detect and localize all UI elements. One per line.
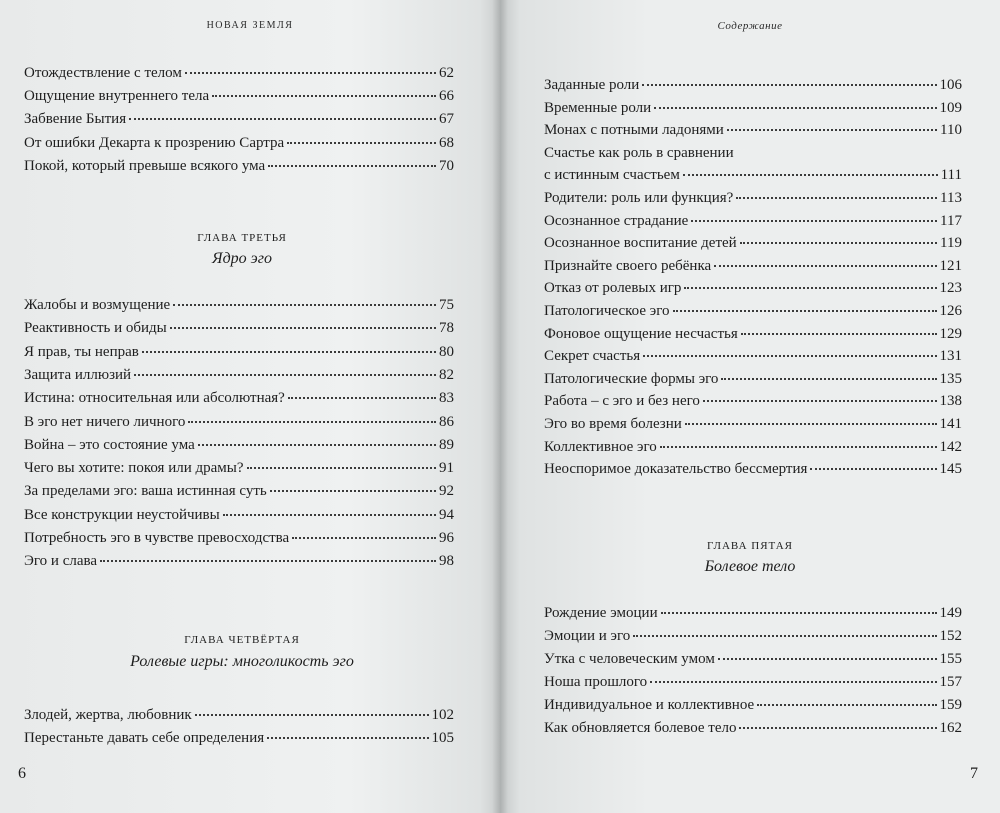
toc-entry: [544, 325, 962, 344]
toc-entry: [544, 234, 962, 253]
toc-entry-title: Как обновляется болевое тело: [544, 720, 737, 736]
dot-leader: [654, 107, 936, 109]
toc-entry: [544, 719, 962, 738]
dot-leader: [142, 351, 436, 353]
toc-entry-title: Фоновое ощущение несчастья: [544, 325, 738, 342]
toc-entry-page: 98: [439, 553, 454, 570]
toc-entry-title: Счастье как роль в сравнении: [544, 144, 734, 161]
toc-entry: [544, 76, 962, 95]
toc-entry-page: 96: [439, 530, 454, 546]
toc-entry: [544, 650, 962, 669]
running-head-left: НОВАЯ ЗЕМЛЯ: [206, 20, 294, 31]
folio-right: 7: [970, 765, 978, 782]
dot-leader: [810, 468, 936, 470]
chapter-label-4: ГЛАВА ЧЕТВЁРТАЯ: [184, 634, 300, 646]
toc-entry: [24, 296, 454, 315]
toc-entry-title: Осознанное воспитание детей: [544, 235, 737, 252]
toc-entry-title: В эго нет ничего личного: [24, 413, 186, 430]
dot-leader: [721, 378, 936, 380]
dot-leader: [267, 737, 428, 739]
dot-leader: [223, 514, 436, 516]
toc-entry: [544, 257, 962, 276]
toc-entry: [544, 99, 962, 118]
dot-leader: [757, 704, 936, 706]
toc-entry-title: Ноша прошлого: [544, 674, 648, 690]
toc-entry-title: Жалобы и возмущение: [24, 297, 171, 313]
book-gutter: [492, 0, 508, 813]
toc-entry-page: 123: [939, 280, 962, 297]
toc-entry-title: Реактивность и обиды: [24, 320, 167, 337]
toc-entry-title: Отождествление с телом: [24, 65, 182, 81]
dot-leader: [684, 287, 936, 289]
dot-leader: [673, 310, 937, 312]
toc-entry-page: 110: [940, 122, 962, 139]
toc-entry-title: Патологическое эго: [544, 303, 670, 319]
dot-leader: [642, 84, 936, 86]
toc-entry-page: 135: [939, 370, 962, 387]
toc-entry-page: 66: [439, 88, 454, 105]
toc-entry-page: 91: [439, 460, 454, 477]
dot-leader: [287, 142, 436, 144]
toc-entry-page: 121: [939, 257, 962, 274]
toc-entry: [544, 166, 962, 185]
chapter-title-4: Ролевые игры: многоликость эго: [130, 653, 354, 670]
toc-entry-title: Признайте своего ребёнка: [544, 257, 712, 274]
toc-entry-page: 149: [939, 605, 962, 621]
toc-entry: [544, 370, 962, 389]
toc-entry-title: Я прав, ты неправ: [24, 343, 139, 360]
toc-entry: [24, 87, 454, 106]
toc-entry-page: 70: [439, 157, 454, 174]
toc-entry: [24, 319, 454, 338]
toc-entry-page: 75: [439, 297, 454, 313]
toc-entry-page: 105: [431, 730, 454, 746]
dot-leader: [129, 118, 436, 120]
toc-entry: [24, 436, 454, 455]
toc-entry-title: Защита иллюзий: [24, 366, 132, 383]
dot-leader: [691, 220, 937, 222]
dot-leader: [134, 374, 436, 376]
chapter-title-3: Ядро эго: [212, 250, 272, 267]
toc-entry-title: Временные роли: [544, 99, 652, 116]
toc-entry-page: 82: [439, 366, 454, 383]
dot-leader: [195, 714, 429, 716]
toc-entry-page: 106: [939, 77, 962, 93]
dot-leader: [170, 327, 436, 329]
toc-entry-page: 145: [939, 461, 962, 478]
dot-leader: [100, 560, 436, 562]
toc-entry: [544, 279, 962, 298]
toc-entry: [544, 392, 962, 411]
toc-entry-page: 113: [940, 190, 962, 206]
toc-entry: [544, 189, 962, 208]
dot-leader: [741, 333, 937, 335]
toc-entry-title: Патологические формы эго: [544, 370, 719, 387]
dot-leader: [683, 174, 938, 176]
toc-entry-title: Злодей, жертва, любовник: [24, 707, 192, 723]
toc-entry: [24, 529, 454, 548]
toc-entry: [24, 459, 454, 478]
toc-entry-page: 117: [940, 212, 962, 229]
folio-left: 6: [18, 765, 26, 782]
toc-entry-title: Эмоции и эго: [544, 628, 631, 644]
dot-leader: [185, 72, 436, 74]
dot-leader: [288, 397, 436, 399]
toc-entry-page: 119: [940, 235, 962, 252]
toc-entry: [24, 506, 454, 525]
toc-entry: [24, 729, 454, 748]
toc-entry: [544, 121, 962, 140]
dot-leader: [703, 400, 937, 402]
toc-entry-page: 157: [939, 674, 962, 690]
toc-entry-page: 89: [439, 436, 454, 453]
toc-entry-title: Осознанное страдание: [544, 212, 689, 229]
toc-entry-page: 67: [439, 111, 454, 128]
toc-entry: [24, 706, 454, 725]
dot-leader: [292, 537, 436, 539]
toc-entry-title: Работа – с эго и без него: [544, 393, 700, 410]
dot-leader: [633, 635, 936, 637]
toc-entry-page: 109: [939, 99, 962, 116]
dot-leader: [739, 727, 936, 729]
dot-leader: [173, 304, 436, 306]
dot-leader: [714, 265, 936, 267]
toc-entry-title: Война – это состояние ума: [24, 436, 195, 453]
toc-entry: [24, 343, 454, 362]
toc-entry-page: 129: [939, 325, 962, 342]
toc-entry: [24, 482, 454, 501]
dot-leader: [650, 681, 936, 683]
toc-entry-page: 126: [939, 303, 962, 319]
dot-leader: [212, 95, 436, 97]
toc-entry-page: 142: [939, 438, 962, 455]
toc-entry-title: Индивидуальное и коллективное: [544, 697, 755, 713]
dot-leader: [247, 467, 436, 469]
dot-leader: [198, 444, 436, 446]
dot-leader: [660, 446, 937, 448]
toc-entry-title: Родители: роль или функция?: [544, 190, 734, 206]
toc-entry-page: 80: [439, 343, 454, 360]
toc-entry-page: 155: [939, 651, 962, 667]
toc-entry: [544, 438, 962, 457]
toc-entry: [544, 460, 962, 479]
toc-entry-title: Монах с потными ладонями: [544, 122, 724, 139]
toc-entry-page: 94: [439, 506, 454, 523]
toc-entry-page: 102: [431, 707, 454, 723]
dot-leader: [188, 421, 436, 423]
toc-entry-page: 162: [939, 720, 962, 736]
toc-entry: [24, 134, 454, 153]
toc-entry-title: От ошибки Декарта к прозрению Сартра: [24, 134, 285, 151]
dot-leader: [643, 355, 936, 357]
toc-entry: [544, 604, 962, 623]
toc-entry-title: Рождение эмоции: [544, 605, 658, 621]
toc-entry-title: Потребность эго в чувстве превосходства: [24, 530, 290, 546]
toc-entry-title: Перестаньте давать себе определения: [24, 730, 265, 746]
toc-entry-title: Утка с человеческим умом: [544, 651, 715, 667]
dot-leader: [268, 165, 436, 167]
toc-entry-title: с истинным счастьем: [544, 167, 680, 184]
toc-entry: [24, 157, 454, 176]
toc-entry-title: За пределами эго: ваша истинная суть: [24, 483, 267, 500]
dot-leader: [718, 658, 937, 660]
chapter-label-5: ГЛАВА ПЯТАЯ: [706, 540, 793, 552]
toc-entry: [544, 627, 962, 646]
toc-entry-title: Ощущение внутреннего тела: [24, 88, 210, 105]
toc-entry: [24, 552, 454, 571]
toc-entry-title: Заданные роли: [544, 77, 640, 93]
toc-entry-page: 68: [439, 134, 454, 151]
toc-entry: [24, 389, 454, 408]
toc-entry: [544, 212, 962, 231]
toc-entry-page: 152: [939, 628, 962, 644]
toc-entry-page: 159: [939, 697, 962, 713]
toc-entry-title: Покой, который превыше всякого ума: [24, 157, 266, 174]
toc-entry-page: 138: [939, 393, 962, 410]
dot-leader: [727, 129, 937, 131]
toc-entry: [24, 110, 454, 129]
dot-leader: [661, 612, 937, 614]
toc-entry: [544, 347, 962, 366]
toc-entry-title: Неоспоримое доказательство бессмертия: [544, 461, 808, 478]
dot-leader: [685, 423, 937, 425]
toc-entry-page: 83: [439, 390, 454, 407]
toc-entry: [544, 144, 962, 163]
toc-entry-title: Эго и слава: [24, 553, 98, 570]
toc-entry-page: 131: [939, 348, 962, 365]
toc-entry: [24, 413, 454, 432]
toc-entry-title: Отказ от ролевых игр: [544, 280, 682, 297]
dot-leader: [736, 197, 937, 199]
toc-entry-title: Эго во время болезни: [544, 416, 682, 432]
chapter-title-5: Болевое тело: [704, 558, 796, 575]
toc-entry-title: Коллективное эго: [544, 438, 657, 455]
toc-entry-title: Все конструкции неустойчивы: [24, 506, 220, 523]
toc-entry: [544, 302, 962, 321]
toc-entry-page: 111: [940, 167, 962, 184]
toc-entry-title: Забвение Бытия: [24, 111, 127, 128]
toc-entry-page: 86: [439, 413, 454, 430]
toc-entry-title: Секрет счастья: [544, 348, 641, 365]
toc-entry: [544, 415, 962, 434]
toc-entry-page: 78: [439, 320, 454, 337]
dot-leader: [270, 490, 436, 492]
toc-entry: [544, 696, 962, 715]
toc-entry-title: Истина: относительная или абсолютная?: [24, 390, 285, 407]
toc-entry-page: 141: [939, 416, 962, 432]
toc-entry: [24, 64, 454, 83]
running-head-right: Содержание: [717, 20, 783, 32]
toc-entry: [544, 673, 962, 692]
toc-entry-page: 62: [439, 65, 454, 81]
chapter-label-3: ГЛАВА ТРЕТЬЯ: [197, 232, 287, 244]
toc-entry-title: Чего вы хотите: покоя или драмы?: [24, 460, 244, 477]
right-page: [500, 0, 1000, 813]
toc-entry-page: 92: [439, 483, 454, 500]
toc-entry: [24, 366, 454, 385]
dot-leader: [740, 242, 937, 244]
